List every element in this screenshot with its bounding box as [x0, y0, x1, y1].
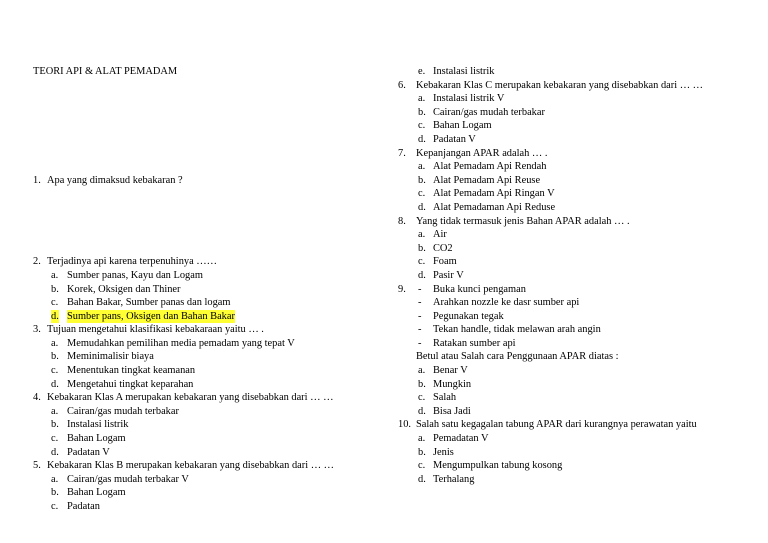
option: b. Bahan Logam [51, 487, 126, 499]
step: - Pegunakan tegak [418, 310, 504, 322]
option: c. Salah [418, 392, 457, 404]
document-title: TEORI API & ALAT PEMADAM [33, 66, 178, 77]
option: c. Padatan [51, 501, 100, 512]
right-column [398, 65, 758, 486]
option: a. Cairan/gas mudah terbakar [51, 405, 179, 417]
option: b. Mungkin [418, 378, 472, 390]
option: c. Bahan Logam [51, 433, 126, 445]
question-4: 4. Kebakaran Klas A merupakan kebakaran yang disebabkan dari … … [33, 392, 334, 404]
option: a. Benar V [418, 365, 468, 377]
question-1: 1. Apa yang dimaksud kebakaran ? [33, 174, 183, 186]
option: c. Alat Pemadam Api Ringan V [418, 188, 555, 200]
option: d. Bisa Jadi [418, 405, 471, 417]
option: b. Alat Pemadam Api Reuse [418, 174, 541, 186]
option: a. Cairan/gas mudah terbakar V [51, 473, 189, 485]
option: d. Mengetahui tingkat keparahan [51, 378, 194, 390]
option: b. Jenis [418, 446, 454, 458]
option: c. Mengumpulkan tabung kosong [418, 460, 563, 472]
option: c. Foam [418, 256, 457, 268]
question-7: 7. Kepanjangan APAR adalah … . [398, 147, 548, 159]
step: - Tekan handle, tidak melawan arah angin [418, 324, 601, 336]
option: a. Alat Pemadam Api Rendah [418, 161, 547, 173]
step: - Arahkan nozzle ke dasr sumber api [418, 297, 580, 309]
question-6: 6. Kebakaran Klas C merupakan kebakaran yang disebabkan dari … … [398, 79, 704, 91]
option: c. Menentukan tingkat keamanan [51, 365, 196, 377]
question-9: 9. - Buka kunci pengaman [398, 283, 526, 295]
question-5: 5. Kebakaran Klas B merupakan kebakaran yang disebabkan dari … … [33, 460, 335, 472]
question-9-prompt: Betul atau Salah cara Penggunaan APAR diatas : [416, 351, 619, 363]
question-10: 10. Salah satu kegagalan tabung APAR dari kurangnya perawatan yaitu [398, 419, 697, 431]
step: - Ratakan sumber api [418, 337, 516, 349]
question-2: 2. Terjadinya api karena terpenuhinya …… [33, 256, 218, 268]
option: a. Sumber panas, Kayu dan Logam [51, 269, 203, 281]
option: b. Meminimalisir biaya [51, 351, 154, 363]
option: d. Padatan V [418, 133, 476, 145]
option-highlighted: d. Sumber pans, Oksigen dan Bahan Bakar [51, 310, 235, 322]
option: c. Bahan Logam [418, 120, 492, 132]
option: b. CO2 [418, 242, 453, 254]
option: d. Padatan V [51, 446, 110, 458]
option: a. Memudahkan pemilihan media pemadam yang tepat V [51, 337, 295, 349]
option: b. Cairan/gas mudah terbakar [418, 106, 545, 118]
option: b. Korek, Oksigen dan Thiner [51, 283, 181, 295]
option: d. Pasir V [418, 269, 464, 281]
option: d. Terhalang [418, 473, 475, 485]
question-8: 8. Yang tidak termasuk jenis Bahan APAR adalah … . [398, 215, 630, 227]
option: d. Alat Pemadaman Api Reduse [418, 201, 556, 213]
option: a. Instalasi listrik V [418, 93, 505, 105]
left-column [33, 65, 393, 514]
question-3: 3. Tujuan mengetahui klasifikasi kebakaraan yaitu … . [33, 324, 264, 336]
option: a. Air [418, 229, 447, 241]
option: e. Instalasi listrik [418, 66, 495, 77]
option: c. Bahan Bakar, Sumber panas dan logam [51, 297, 231, 309]
option: b. Instalasi listrik [51, 419, 129, 431]
option: a. Pemadatan V [418, 433, 489, 445]
